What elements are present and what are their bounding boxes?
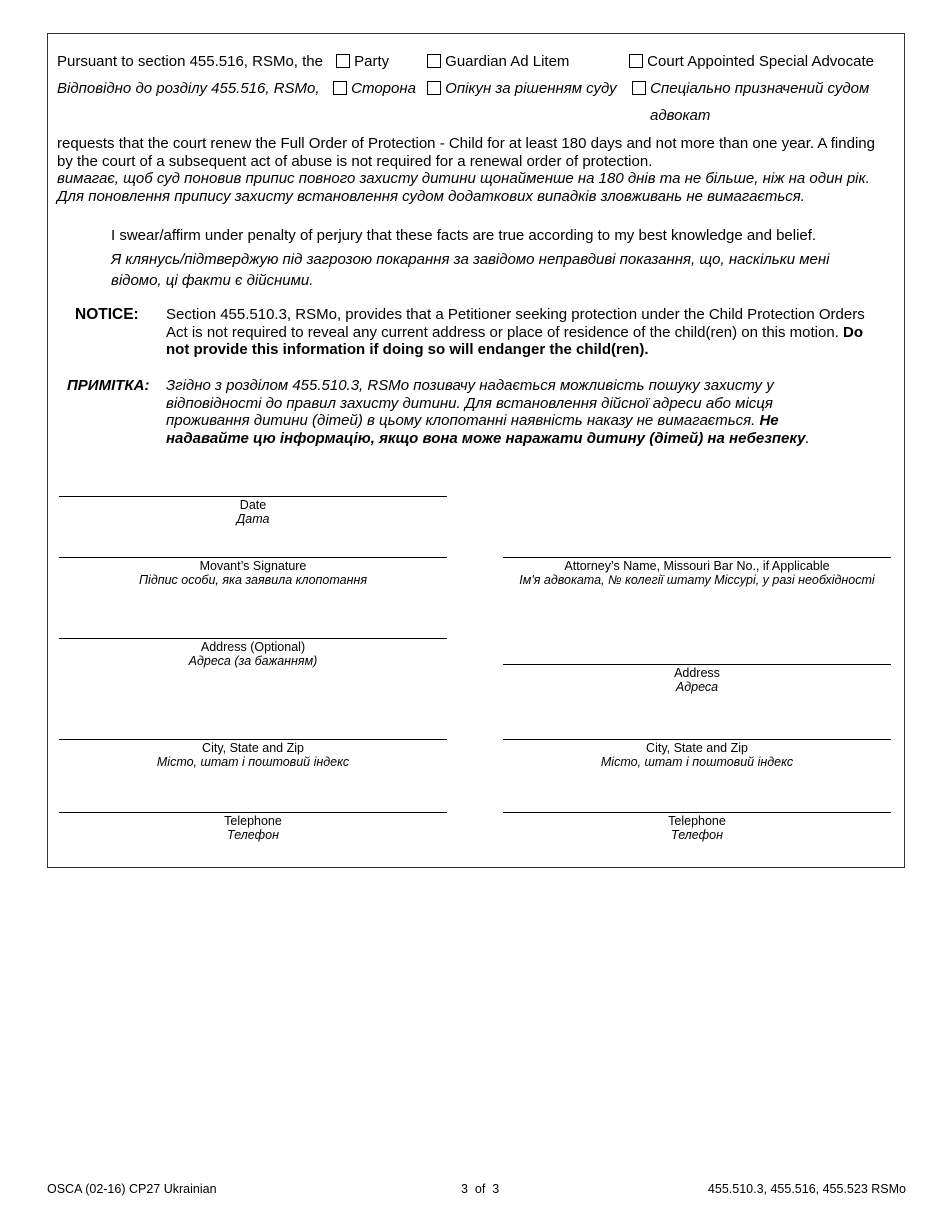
telephone-left-caption xyxy=(59,814,447,842)
date-label-en: Date xyxy=(239,498,267,512)
pursuant-en xyxy=(57,53,323,71)
notice-warning-uk: Не надавайте цю інформацію, якщо вона може наражати дитину (дітей) на небезпеку xyxy=(166,412,806,447)
telephone-left-line[interactable] xyxy=(59,812,447,813)
city-right-line[interactable] xyxy=(503,739,891,740)
request-body-uk: вимагає, щоб суд поновив припис повного захисту дитини щонайменше на 180 днів та не більше, ніж на один рік. Для поновлення припису захисту встановлення судом додаткових випадків зловживань не вимагається. xyxy=(57,170,870,205)
attorney-address-label-uk: Адреса xyxy=(675,680,719,694)
pursuant-uk xyxy=(57,80,320,98)
city-left-line[interactable] xyxy=(59,739,447,740)
movant-signature-caption xyxy=(59,559,447,587)
guardian-uk-option xyxy=(427,80,617,98)
notice-label-uk: ПРИМІТКА: xyxy=(67,377,150,394)
address-optional-label-uk: Адреса (за бажанням) xyxy=(188,654,318,668)
notice-label: NOTICE: xyxy=(75,306,139,323)
attorney-address-caption xyxy=(503,666,891,694)
movant-signature-line[interactable] xyxy=(59,557,447,558)
attorney-name-line[interactable] xyxy=(503,557,891,558)
party-uk-checkbox[interactable] xyxy=(333,81,347,95)
notice-body-en: Section 455.510.3, RSMo, provides that a Petitioner seeking protection under the Child Protection Orders Act is not required to reveal any current address or place of residence of the child(ren) on this motion. xyxy=(166,306,865,341)
date-line[interactable] xyxy=(59,496,447,497)
notice-text-uk xyxy=(166,377,846,447)
notice-body-uk: Згідно з розділом 455.510.3, RSMo позивачу надається можливість пошуку захисту у відповідності до правил захисту дитини. Для встановлення дійсної адреси або місця проживання дитини (дітей) в цьому клопотанні наявність наказу не вимагається. xyxy=(166,377,774,429)
party-uk-label: Сторона xyxy=(351,80,416,97)
oath-en: I swear/affirm under penalty of perjury that these facts are true according to my best knowledge and belief. xyxy=(111,227,817,244)
attorney-name-label-uk: Ім'я адвоката, № колегії штату Міссурі, у разі необхідності xyxy=(519,573,875,587)
notice-period-uk: . xyxy=(805,429,810,447)
casa-checkbox[interactable] xyxy=(629,54,643,68)
telephone-right-label-en: Telephone xyxy=(668,814,726,828)
footer-page-number: 3 of 3 xyxy=(461,1182,500,1196)
party-label: Party xyxy=(354,53,390,70)
guardian-ad-litem-label: Guardian Ad Litem xyxy=(445,53,570,70)
footer-statutes: 455.510.3, 455.516, 455.523 RSMo xyxy=(707,1182,906,1196)
guardian-option xyxy=(427,53,569,71)
telephone-right-caption xyxy=(503,814,891,842)
party-checkbox[interactable] xyxy=(336,54,350,68)
movant-signature-label-uk: Підпис особи, яка заявила клопотання xyxy=(138,573,368,587)
pursuant-en-prefix: Pursuant to section 455.516, RSMo, the xyxy=(57,53,323,70)
city-right-label-uk: Місто, штат і поштовий індекс xyxy=(600,755,794,769)
footer-form-id: OSCA (02-16) CP27 Ukrainian xyxy=(47,1182,217,1196)
attorney-name-label-en: Attorney’s Name, Missouri Bar No., if Applicable xyxy=(564,559,830,573)
casa-option xyxy=(629,53,874,71)
casa-uk-option xyxy=(632,80,869,98)
city-right-caption xyxy=(503,741,891,769)
casa-uk-checkbox[interactable] xyxy=(632,81,646,95)
notice-text-en xyxy=(166,306,866,359)
attorney-name-caption xyxy=(503,559,891,587)
guardian-ad-litem-checkbox[interactable] xyxy=(427,54,441,68)
address-optional-line[interactable] xyxy=(59,638,447,639)
casa-uk-label: Спеціально призначений судом xyxy=(650,80,870,97)
party-option xyxy=(336,53,389,71)
date-caption xyxy=(59,498,447,526)
movant-signature-label-en: Movant’s Signature xyxy=(199,559,307,573)
telephone-left-label-uk: Телефон xyxy=(226,828,280,842)
telephone-right-line[interactable] xyxy=(503,812,891,813)
guardian-uk-label: Опікун за рішенням суду xyxy=(445,80,617,97)
city-left-label-en: City, State and Zip xyxy=(202,741,304,755)
address-optional-label-en: Address (Optional) xyxy=(200,640,306,654)
party-uk-option xyxy=(333,80,416,98)
date-label-uk: Дата xyxy=(236,512,270,526)
city-left-caption xyxy=(59,741,447,769)
city-right-label-en: City, State and Zip xyxy=(646,741,748,755)
oath-uk: Я клянусь/підтверджую під загрозою покарання за завідомо неправдиві показання, що, наскільки мені відомо, ці факти є дійсними. xyxy=(111,251,830,289)
telephone-right-label-uk: Телефон xyxy=(670,828,724,842)
address-optional-caption xyxy=(59,640,447,668)
attorney-address-line[interactable] xyxy=(503,664,891,665)
telephone-left-label-en: Telephone xyxy=(224,814,282,828)
casa-uk-label-cont: адвокат xyxy=(650,107,711,124)
guardian-uk-checkbox[interactable] xyxy=(427,81,441,95)
city-left-label-uk: Місто, штат і поштовий індекс xyxy=(156,755,350,769)
request-body-en: requests that the court renew the Full Order of Protection - Child for at least 180 days and not more than one year. A finding by the court of a subsequent act of abuse is not required for a renewal order of protection. xyxy=(57,135,875,170)
pursuant-uk-prefix: Відповідно до розділу 455.516, RSMo, xyxy=(57,80,320,97)
attorney-address-label-en: Address xyxy=(674,666,720,680)
casa-label: Court Appointed Special Advocate xyxy=(647,53,874,70)
notice-warning-en: Do not provide this information if doing so will endanger the child(ren). xyxy=(166,323,864,358)
